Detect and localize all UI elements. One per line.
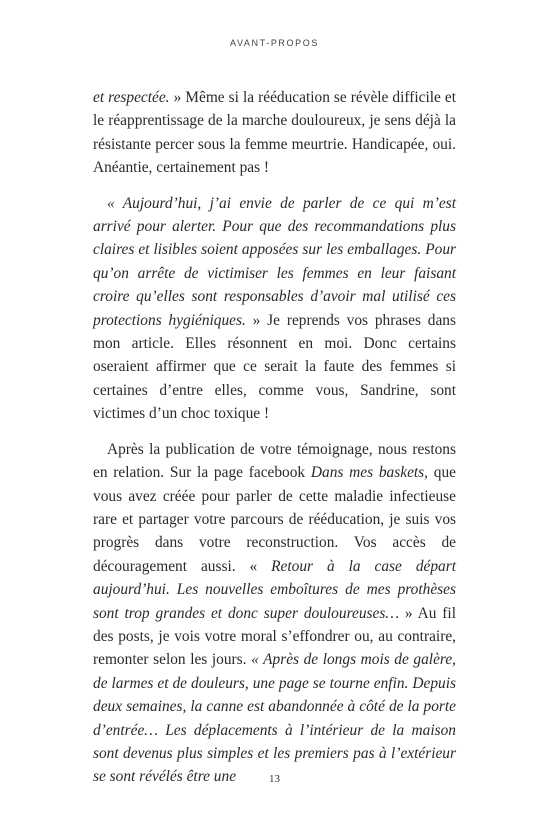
italic-span: et respectée. (93, 89, 170, 106)
paragraph (93, 438, 456, 789)
italic-span: « Après de longs mois de galère, de larmes et de douleurs, une page se tourne enfin. Depuis deux semaines, la canne est abandonnée à côté de la porte d’entrée… Les déplacements à l’intérieur de la maison sont devenus plus simples et les premiers pas à l’extérieur se sont révélés être une (93, 651, 457, 786)
italic-span: Dans mes baskets, (310, 464, 429, 482)
italic-span: « Aujourd’hui, j’ai envie de parler de ce qui m’est arrivé pour alerter. Pour que des recommandations plus claires et lisibles soient apposées sur les emballages. Pour qu’on arrête de victimiser les femmes en leur faisant croire qu’elles sont responsables d’avoir mal utilisé ces protections hygiéniques. (93, 194, 456, 329)
running-head: AVANT-PROPOS (230, 38, 319, 48)
page-number: 13 (269, 773, 280, 785)
text-span: » Même si la rééducation se révèle difficile et le réapprentissage de la marche douloureux, je sens déjà la résistante percer sous la femme meurtrie. Handicapée, oui. Anéantie, certainement pas ! (93, 89, 456, 177)
text-span: » Au fil des posts, je vois votre moral s’effondrer ou, au contraire, remonter selon les jours. (93, 604, 456, 669)
paragraph (93, 86, 456, 180)
text-span: Après la publication de votre témoignage, nous restons en relation. Sur la page facebook (93, 440, 456, 482)
italic-span: Retour à la case départ aujourd’hui. Les nouvelles emboîtures de mes prothèses sont trop grandes et donc super douloureuses… (93, 557, 456, 622)
paragraph (93, 192, 456, 426)
body-text (93, 86, 456, 789)
text-span: que vous avez créée pour parler de cette maladie infectieuse rare et partager votre parcours de rééducation, je suis vos progrès dans votre reconstruction. Vos accès de découragement aussi. « (93, 464, 457, 575)
text-span: » Je reprends vos phrases dans mon article. Elles résonnent en moi. Donc certains oseraient affirmer que ce serait la faute des femmes si certaines d’entre elles, comme vous, Sandrine, sont victimes d’un choc toxique ! (93, 311, 456, 423)
